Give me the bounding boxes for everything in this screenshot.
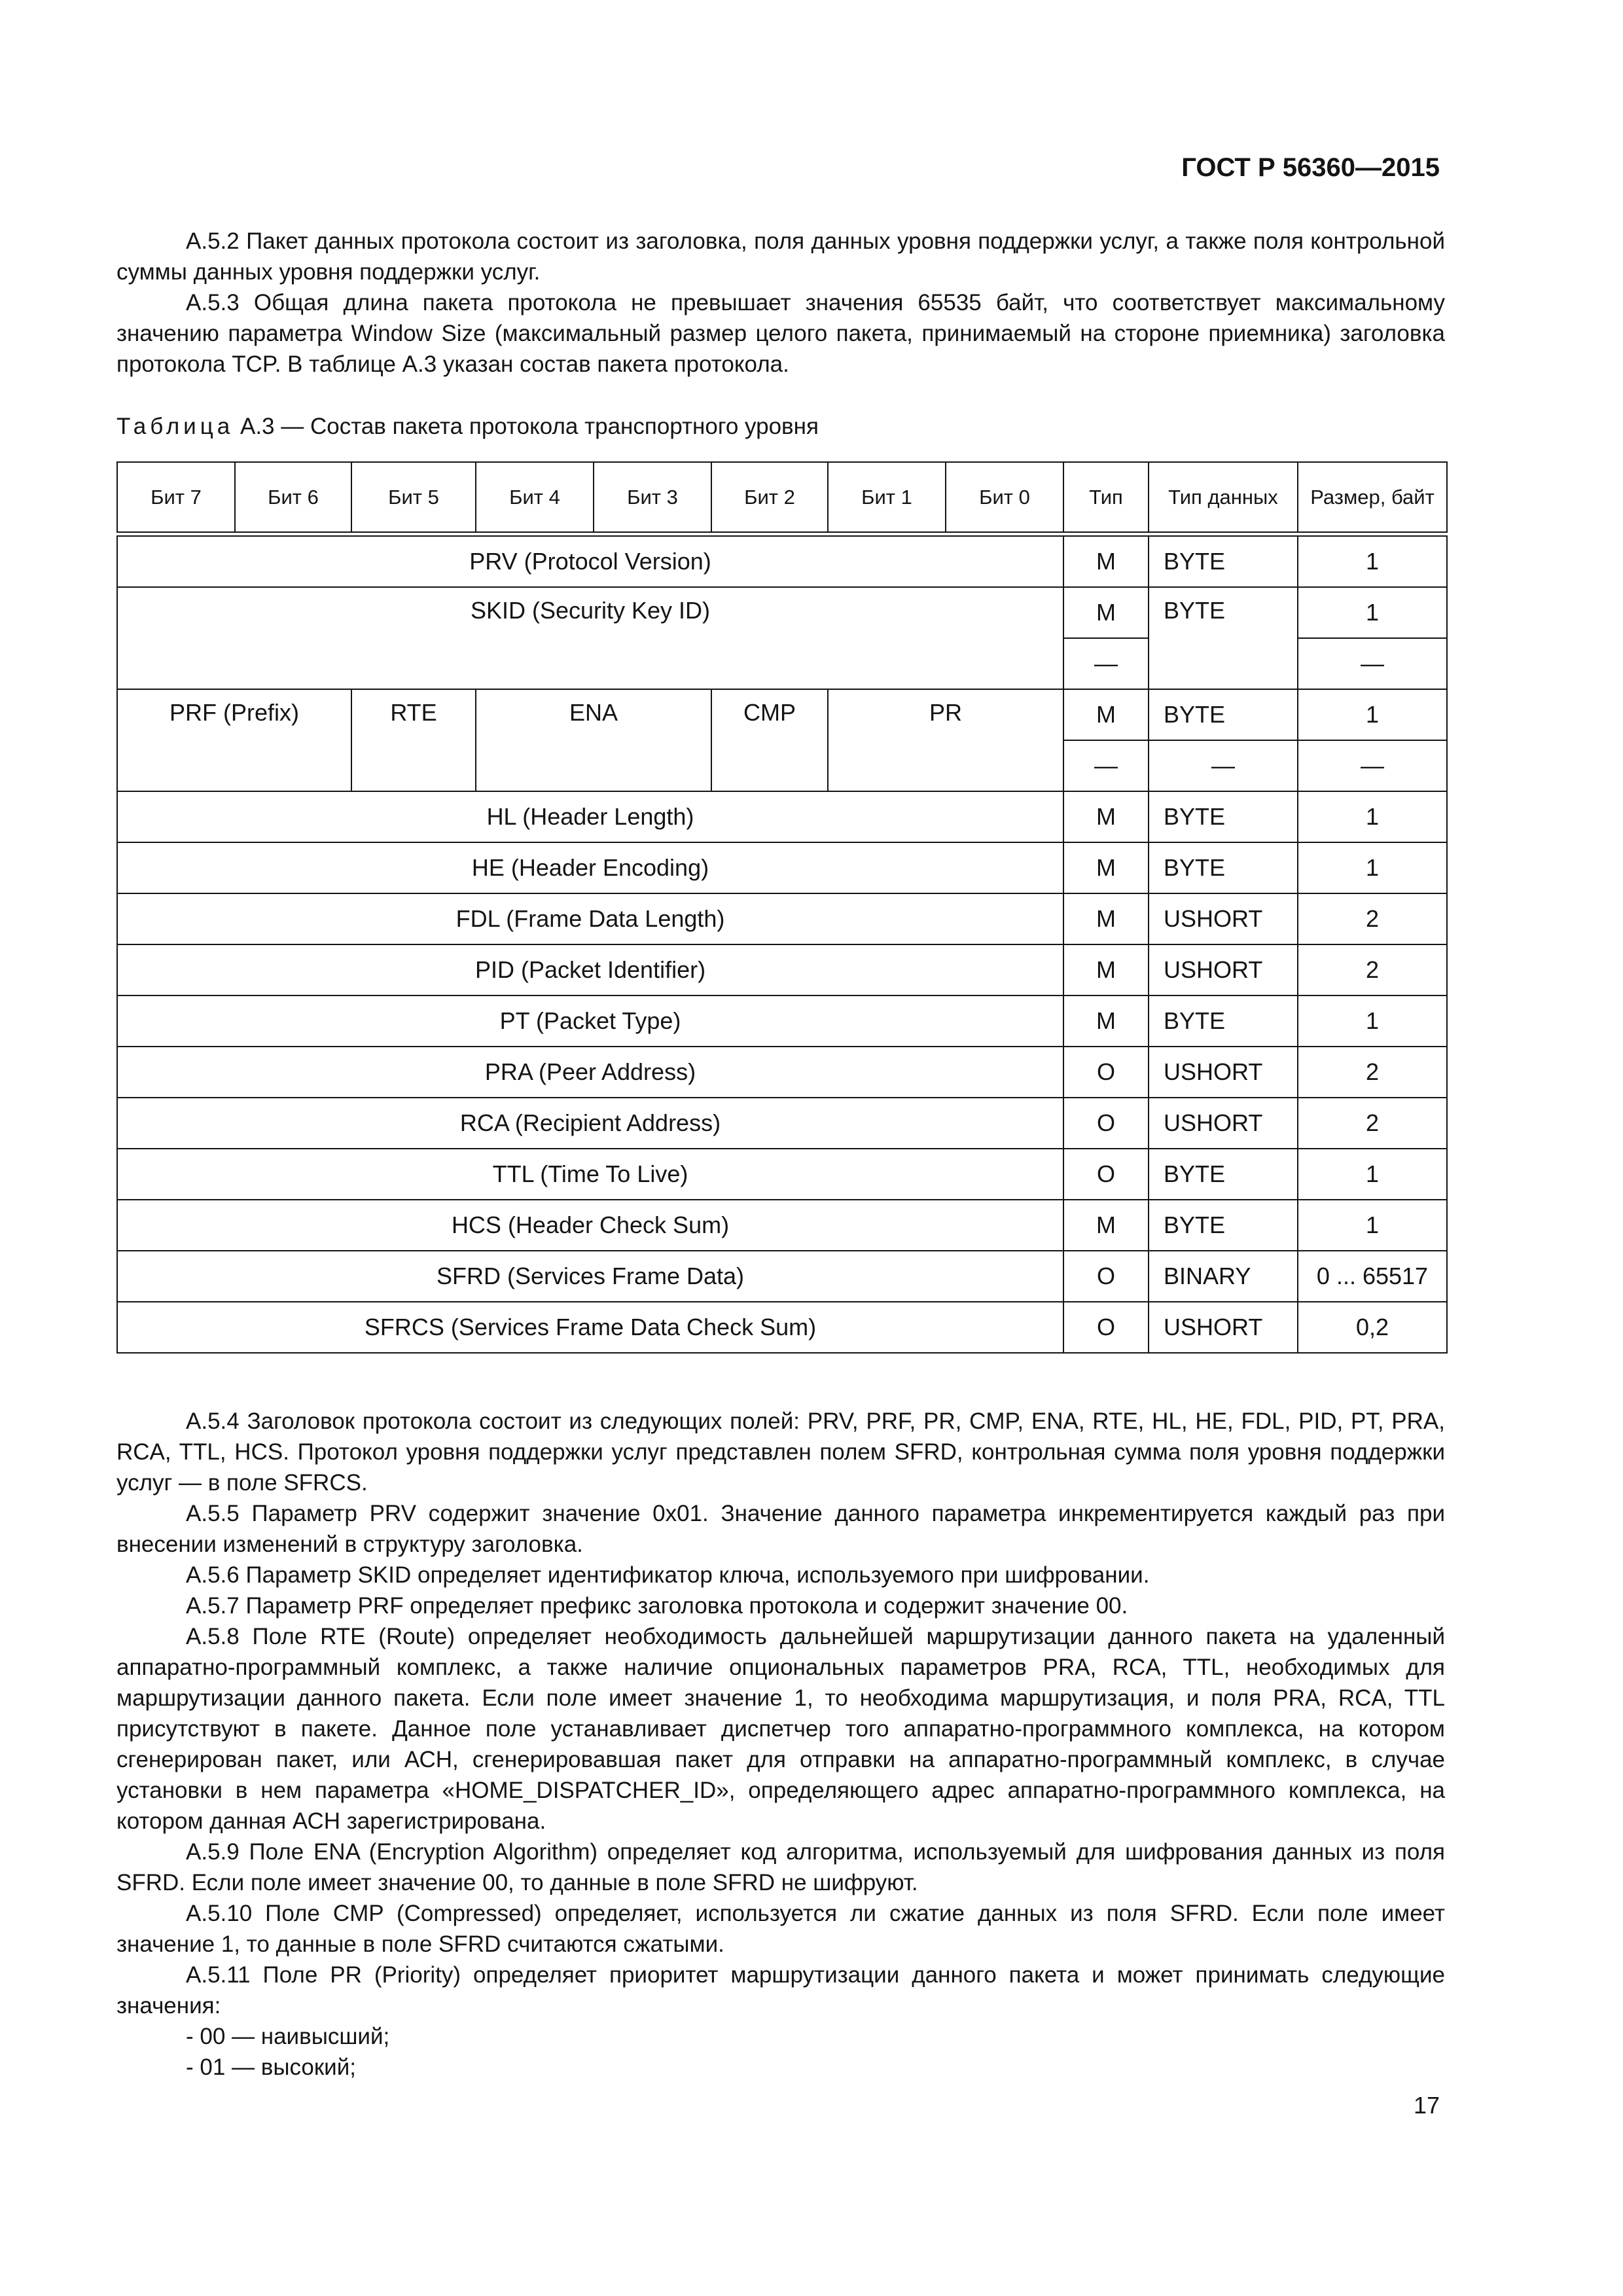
paragraph-a-5-4: А.5.4 Заголовок протокола состоит из следующих полей: PRV, PRF, PR, CMP, ENA, RTE, HL, HE, FDL, PID, PT, PRA, RCA, TTL, HCS. Протокол уровня поддержки услуг представлен полем SFRD, контрольная сумма поля уровня поддержки услуг — в поле SFRCS. <box>116 1408 1445 1496</box>
type-cell: M <box>1063 536 1149 587</box>
list-item: - 00 — наивысший; <box>186 2024 390 2049</box>
data-type-cell: BYTE <box>1149 842 1298 893</box>
header-cell: Бит 0 <box>946 462 1063 532</box>
cmp-cell: CMP <box>711 689 828 791</box>
header-cell: Бит 6 <box>235 462 351 532</box>
paragraph-a-5-2: А.5.2 Пакет данных протокола состоит из заголовка, поля данных уровня поддержки услуг, а также поля контрольной суммы данных уровня поддержки услуг. <box>116 228 1445 285</box>
field-cell: TTL (Time To Live) <box>117 1149 1063 1200</box>
paragraph-a-5-8: А.5.8 Поле RTE (Route) определяет необходимость дальнейшей маршрутизации данного пакета на удаленный аппаратно-программный комплекс, а также наличие опциональных параметров PRA, RCA, TTL, необходимых для маршрутизации данного пакета. Если поле имеет значение 1, то необходима маршрутизация, и поля PRA, RCA, TTL присутствуют в пакете. Данное поле устанавливает диспетчер того аппаратно-программного комплекса, на котором сгенерирован пакет, или АСН, сгенерировавшая пакет для отправки на аппаратно-программный комплекс, в случае установки в нем параметра «HOME_DISPATCHER_ID», определяющего адрес аппаратно-программного комплекса, на котором данная АСН зарегистрирована. <box>116 1624 1445 1834</box>
header-cell: Бит 5 <box>351 462 476 532</box>
type-cell: M <box>1063 1200 1149 1251</box>
data-type-cell: USHORT <box>1149 1098 1298 1149</box>
paragraph-a-5-7: А.5.7 Параметр PRF определяет префикс заголовка протокола и содержит значение 00. <box>186 1593 1128 1619</box>
field-cell: HL (Header Length) <box>117 791 1063 842</box>
type-cell: — <box>1063 638 1149 689</box>
header-cell: Тип <box>1063 462 1149 532</box>
field-cell: PRV (Protocol Version) <box>117 536 1063 587</box>
type-cell: — <box>1063 740 1149 791</box>
type-cell: O <box>1063 1251 1149 1302</box>
type-cell: M <box>1063 587 1149 638</box>
paragraph-a-5-11: А.5.11 Поле PR (Priority) определяет приоритет маршрутизации данного пакета и может принимать следующие значения: <box>116 1962 1445 2018</box>
data-type-cell: USHORT <box>1149 893 1298 944</box>
header-cell: Бит 4 <box>476 462 594 532</box>
data-type-cell: USHORT <box>1149 1047 1298 1098</box>
data-type-cell: BYTE <box>1149 996 1298 1047</box>
size-cell: 1 <box>1298 1149 1447 1200</box>
pr-cell: PR <box>828 689 1063 791</box>
data-type-cell: BYTE <box>1149 1149 1298 1200</box>
table-caption-text: А.3 — Состав пакета протокола транспортного уровня <box>240 414 819 439</box>
page-number: 17 <box>1413 2092 1440 2119</box>
table-row <box>117 1200 1447 1251</box>
size-cell: 1 <box>1298 689 1447 740</box>
table-row <box>117 1251 1447 1302</box>
data-type-cell: BYTE <box>1149 1200 1298 1251</box>
header-cell: Бит 1 <box>828 462 946 532</box>
size-cell: 2 <box>1298 944 1447 996</box>
field-cell: FDL (Frame Data Length) <box>117 893 1063 944</box>
table-row <box>117 1302 1447 1353</box>
table-row <box>117 1098 1447 1149</box>
field-cell: SFRD (Services Frame Data) <box>117 1251 1063 1302</box>
field-cell: PRA (Peer Address) <box>117 1047 1063 1098</box>
table-row <box>117 536 1447 587</box>
size-cell: 2 <box>1298 1098 1447 1149</box>
type-cell: O <box>1063 1149 1149 1200</box>
table-caption <box>116 411 1445 442</box>
type-cell: M <box>1063 791 1149 842</box>
table-row <box>117 791 1447 842</box>
paragraph-a-5-3: А.5.3 Общая длина пакета протокола не превышает значения 65535 байт, что соответствует максимальному значению параметра Window Size (максимальный размер целого пакета, принимаемый на стороне приемника) заголовка протокола TCP. В таблице А.3 указан состав пакета протокола. <box>116 290 1445 377</box>
table-row <box>117 842 1447 893</box>
type-cell: M <box>1063 893 1149 944</box>
table-row <box>117 1047 1447 1098</box>
paragraph-a-5-9: А.5.9 Поле ENA (Encryption Algorithm) определяет код алгоритма, используемый для шифрования данных из поля SFRD. Если поле имеет значение 00, то данные в поле SFRD не шифруют. <box>116 1839 1445 1895</box>
size-cell: 1 <box>1298 996 1447 1047</box>
type-cell: M <box>1063 842 1149 893</box>
table-row <box>117 893 1447 944</box>
prf-cell: PRF (Prefix) <box>117 689 351 791</box>
data-type-cell: BYTE <box>1149 689 1298 740</box>
paragraph-a-5-6: А.5.6 Параметр SKID определяет идентификатор ключа, используемого при шифровании. <box>186 1562 1150 1588</box>
data-type-cell: BINARY <box>1149 1251 1298 1302</box>
standard-identifier: ГОСТ Р 56360—2015 <box>1181 153 1440 182</box>
header-cell: Размер, байт <box>1298 462 1447 532</box>
size-cell: 1 <box>1298 1200 1447 1251</box>
paragraph-a-5-5: А.5.5 Параметр PRV содержит значение 0x01. Значение данного параметра инкрементируется каждый раз при внесении изменений в структуру заголовка. <box>116 1501 1445 1557</box>
size-cell: 1 <box>1298 587 1447 638</box>
type-cell: O <box>1063 1302 1149 1353</box>
field-cell: PID (Packet Identifier) <box>117 944 1063 996</box>
header-cell: Бит 2 <box>711 462 828 532</box>
size-cell: — <box>1298 638 1447 689</box>
table-row <box>117 587 1447 638</box>
table-row <box>117 944 1447 996</box>
type-cell: O <box>1063 1047 1149 1098</box>
data-type-cell: BYTE <box>1149 791 1298 842</box>
table-caption-label: Таблица <box>116 414 234 439</box>
field-cell: PT (Packet Type) <box>117 996 1063 1047</box>
field-cell: SFRCS (Services Frame Data Check Sum) <box>117 1302 1063 1353</box>
size-cell: 1 <box>1298 842 1447 893</box>
intro-text <box>116 226 1445 380</box>
data-type-cell: BYTE <box>1149 536 1298 587</box>
header-cell: Тип данных <box>1149 462 1298 532</box>
size-cell: 2 <box>1298 893 1447 944</box>
data-type-cell: USHORT <box>1149 944 1298 996</box>
type-cell: M <box>1063 944 1149 996</box>
header-cell: Бит 7 <box>117 462 235 532</box>
data-type-cell: USHORT <box>1149 1302 1298 1353</box>
data-type-cell: — <box>1149 740 1298 791</box>
packet-structure-table <box>116 461 1448 1354</box>
type-cell: M <box>1063 996 1149 1047</box>
size-cell: 0,2 <box>1298 1302 1447 1353</box>
field-cell: HCS (Header Check Sum) <box>117 1200 1063 1251</box>
table-row <box>117 996 1447 1047</box>
table-header-row <box>117 462 1447 532</box>
field-cell: HE (Header Encoding) <box>117 842 1063 893</box>
after-table-text <box>116 1406 1445 2083</box>
type-cell: M <box>1063 689 1149 740</box>
field-cell: SKID (Security Key ID) <box>117 587 1063 689</box>
field-cell: RCA (Recipient Address) <box>117 1098 1063 1149</box>
size-cell: — <box>1298 740 1447 791</box>
ena-cell: ENA <box>476 689 711 791</box>
data-type-cell: BYTE <box>1149 587 1298 689</box>
table-row <box>117 689 1447 740</box>
list-item: - 01 — высокий; <box>186 2054 357 2080</box>
table-row <box>117 1149 1447 1200</box>
size-cell: 0 ... 65517 <box>1298 1251 1447 1302</box>
size-cell: 2 <box>1298 1047 1447 1098</box>
header-cell: Бит 3 <box>594 462 711 532</box>
size-cell: 1 <box>1298 791 1447 842</box>
type-cell: O <box>1063 1098 1149 1149</box>
rte-cell: RTE <box>351 689 476 791</box>
paragraph-a-5-10: А.5.10 Поле CMP (Compressed) определяет, используется ли сжатие данных из поля SFRD. Если поле имеет значение 1, то данные в поле SFRD считаются сжатыми. <box>116 1901 1445 1957</box>
size-cell: 1 <box>1298 536 1447 587</box>
